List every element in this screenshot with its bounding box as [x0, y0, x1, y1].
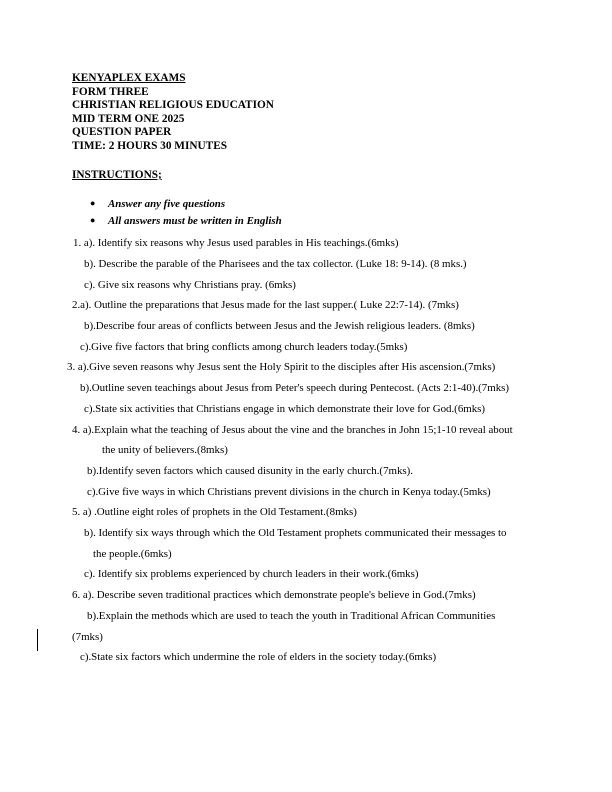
- question-6b: b).Explain the methods which are used to teach the youth in Traditional African Communities: [87, 610, 496, 622]
- question-6b-cont: (7mks): [72, 631, 103, 643]
- question-3c: c).State six activities that Christians engage in which demonstrate their love for God.(6mks): [84, 403, 486, 415]
- exam-time: TIME: 2 HOURS 30 MINUTES: [72, 139, 228, 152]
- question-5b: b). Identify six ways through which the Old Testament prophets communicated their messages to: [84, 527, 507, 539]
- question-6a: 6. a). Describe seven traditional practices which demonstrate people's believe in God.(7mks): [72, 589, 476, 601]
- exam-term: MID TERM ONE 2025: [72, 112, 185, 125]
- instructions-title: INSTRUCTIONS;: [72, 169, 162, 181]
- text-cursor: [37, 629, 38, 651]
- question-4a-cont: the unity of believers.(8mks): [102, 444, 228, 456]
- question-4c: c).Give five ways in which Christians prevent divisions in the church in Kenya today.(5mks): [87, 486, 491, 498]
- question-5c: c). Identify six problems experienced by church leaders in their work.(6mks): [84, 568, 419, 580]
- question-1c: c). Give six reasons why Christians pray. (6mks): [84, 279, 296, 291]
- instruction-item: ● All answers must be written in English: [90, 215, 282, 227]
- question-3b: b).Outline seven teachings about Jesus from Peter's speech during Pentecost. (Acts 2:1-40).(7mks): [80, 382, 510, 394]
- question-4a: 4. a).Explain what the teaching of Jesus about the vine and the branches in John 15;1-10 reveal about: [72, 424, 513, 436]
- exam-form: FORM THREE: [72, 85, 149, 98]
- question-1b: b). Describe the parable of the Pharisees and the tax collector. (Luke 18: 9-14). (8 mks.): [84, 258, 467, 270]
- question-5b-cont: the people.(6mks): [93, 548, 172, 560]
- question-2c: c).Give five factors that bring conflicts among church leaders today.(5mks): [80, 341, 408, 353]
- question-2b: b).Describe four areas of conflicts between Jesus and the Jewish religious leaders. (8mks): [84, 320, 475, 332]
- question-3a: 3. a).Give seven reasons why Jesus sent the Holy Spirit to the disciples after His ascension.(7mks): [67, 361, 496, 373]
- question-1a: 1. a). Identify six reasons why Jesus used parables in His teachings.(6mks): [73, 237, 399, 249]
- bullet-icon: ●: [90, 198, 96, 208]
- exam-org: KENYAPLEX EXAMS: [72, 72, 186, 84]
- instruction-item: ● Answer any five questions: [90, 198, 226, 210]
- question-6c: c).State six factors which undermine the role of elders in the society today.(6mks): [80, 651, 437, 663]
- question-5a: 5. a) .Outline eight roles of prophets in the Old Testament.(8mks): [72, 506, 357, 518]
- exam-subject: CHRISTIAN RELIGIOUS EDUCATION: [72, 99, 274, 112]
- question-2a: 2.a). Outline the preparations that Jesus made for the last supper.( Luke 22:7-14). (7mks): [72, 299, 459, 311]
- exam-paper: QUESTION PAPER: [72, 126, 172, 139]
- question-4b: b).Identify seven factors which caused disunity in the early church.(7mks).: [87, 465, 414, 477]
- exam-header: [72, 72, 274, 154]
- bullet-icon: ●: [90, 215, 96, 225]
